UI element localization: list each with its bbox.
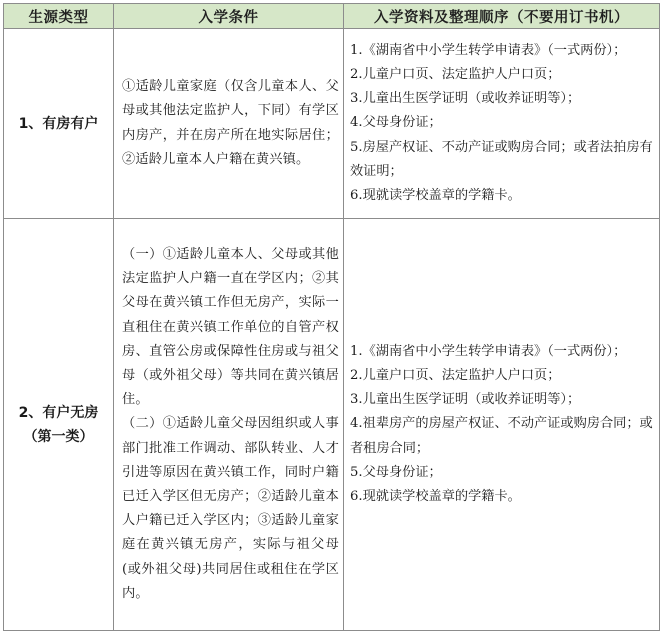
document-item: 2.儿童户口页、法定监护人户口页； [350,66,561,82]
student-type-line: （第一类） [23,428,94,445]
header-required-documents: 入学资料及整理顺序（不要用订书机） [344,4,660,29]
document-item: 5.父母身份证； [350,464,442,480]
table-row [4,219,660,631]
enrollment-table [3,3,660,631]
header-admission-conditions: 入学条件 [114,4,344,29]
document-item: 1.《湖南省中小学生转学申请表》（一式两份）； [350,343,627,359]
document-item: 1.《湖南省中小学生转学申请表》（一式两份）； [350,42,627,58]
document-item: 4.父母身份证； [350,115,442,131]
student-type-cell [4,219,114,631]
condition-cell [114,29,344,219]
condition-cell [114,219,344,631]
student-type-line: 2、有户无房 [18,404,99,421]
documents-cell [344,29,660,219]
condition-text: （一）①适龄儿童本人、父母或其他法定监护人户籍一直在学区内；②其父母在黄兴镇工作但无房产，实际一直租住在黄兴镇工作单位的自管产权房、直管公房或保障性住房或与祖父母（或外祖父母）等共同在黄兴镇居住。 [122,246,339,408]
header-row [4,4,660,29]
condition-text: ①适龄儿童家庭（仅含儿童本人、父母或其他法定监护人，下同）有学区内房产，并在房产所在地实际居住；②适龄儿童本人户籍在黄兴镇。 [122,79,339,167]
documents-cell [344,219,660,631]
document-item: 3.儿童出生医学证明（或收养证明等）； [350,91,581,107]
table-row [4,29,660,219]
condition-text: （二）①适龄儿童父母因组织或人事部门批准工作调动、部队转业、人才引进等原因在黄兴镇工作，同时户籍已迁入学区但无房产；②适龄儿童本人户籍已迁入学区内；③适龄儿童家庭在黄兴镇无房产，实际与祖父母(或外祖父母)共同居住或租住在学区内。 [122,416,339,601]
document-item: 2.儿童户口页、法定监护人户口页； [350,367,561,383]
document-item: 6.现就读学校盖章的学籍卡。 [350,489,521,504]
student-type-cell: 1、有房有户 [4,29,114,219]
document-item: 5.房屋产权证、不动产证或购房合同；或者法拍房有效证明； [350,139,653,179]
document-item: 4.祖辈房产的房屋产权证、不动产证或购房合同；或者租房合同； [350,416,653,456]
document-item: 6.现就读学校盖章的学籍卡。 [350,188,521,203]
document-item: 3.儿童出生医学证明（或收养证明等）； [350,392,581,408]
header-student-type: 生源类型 [4,4,114,29]
